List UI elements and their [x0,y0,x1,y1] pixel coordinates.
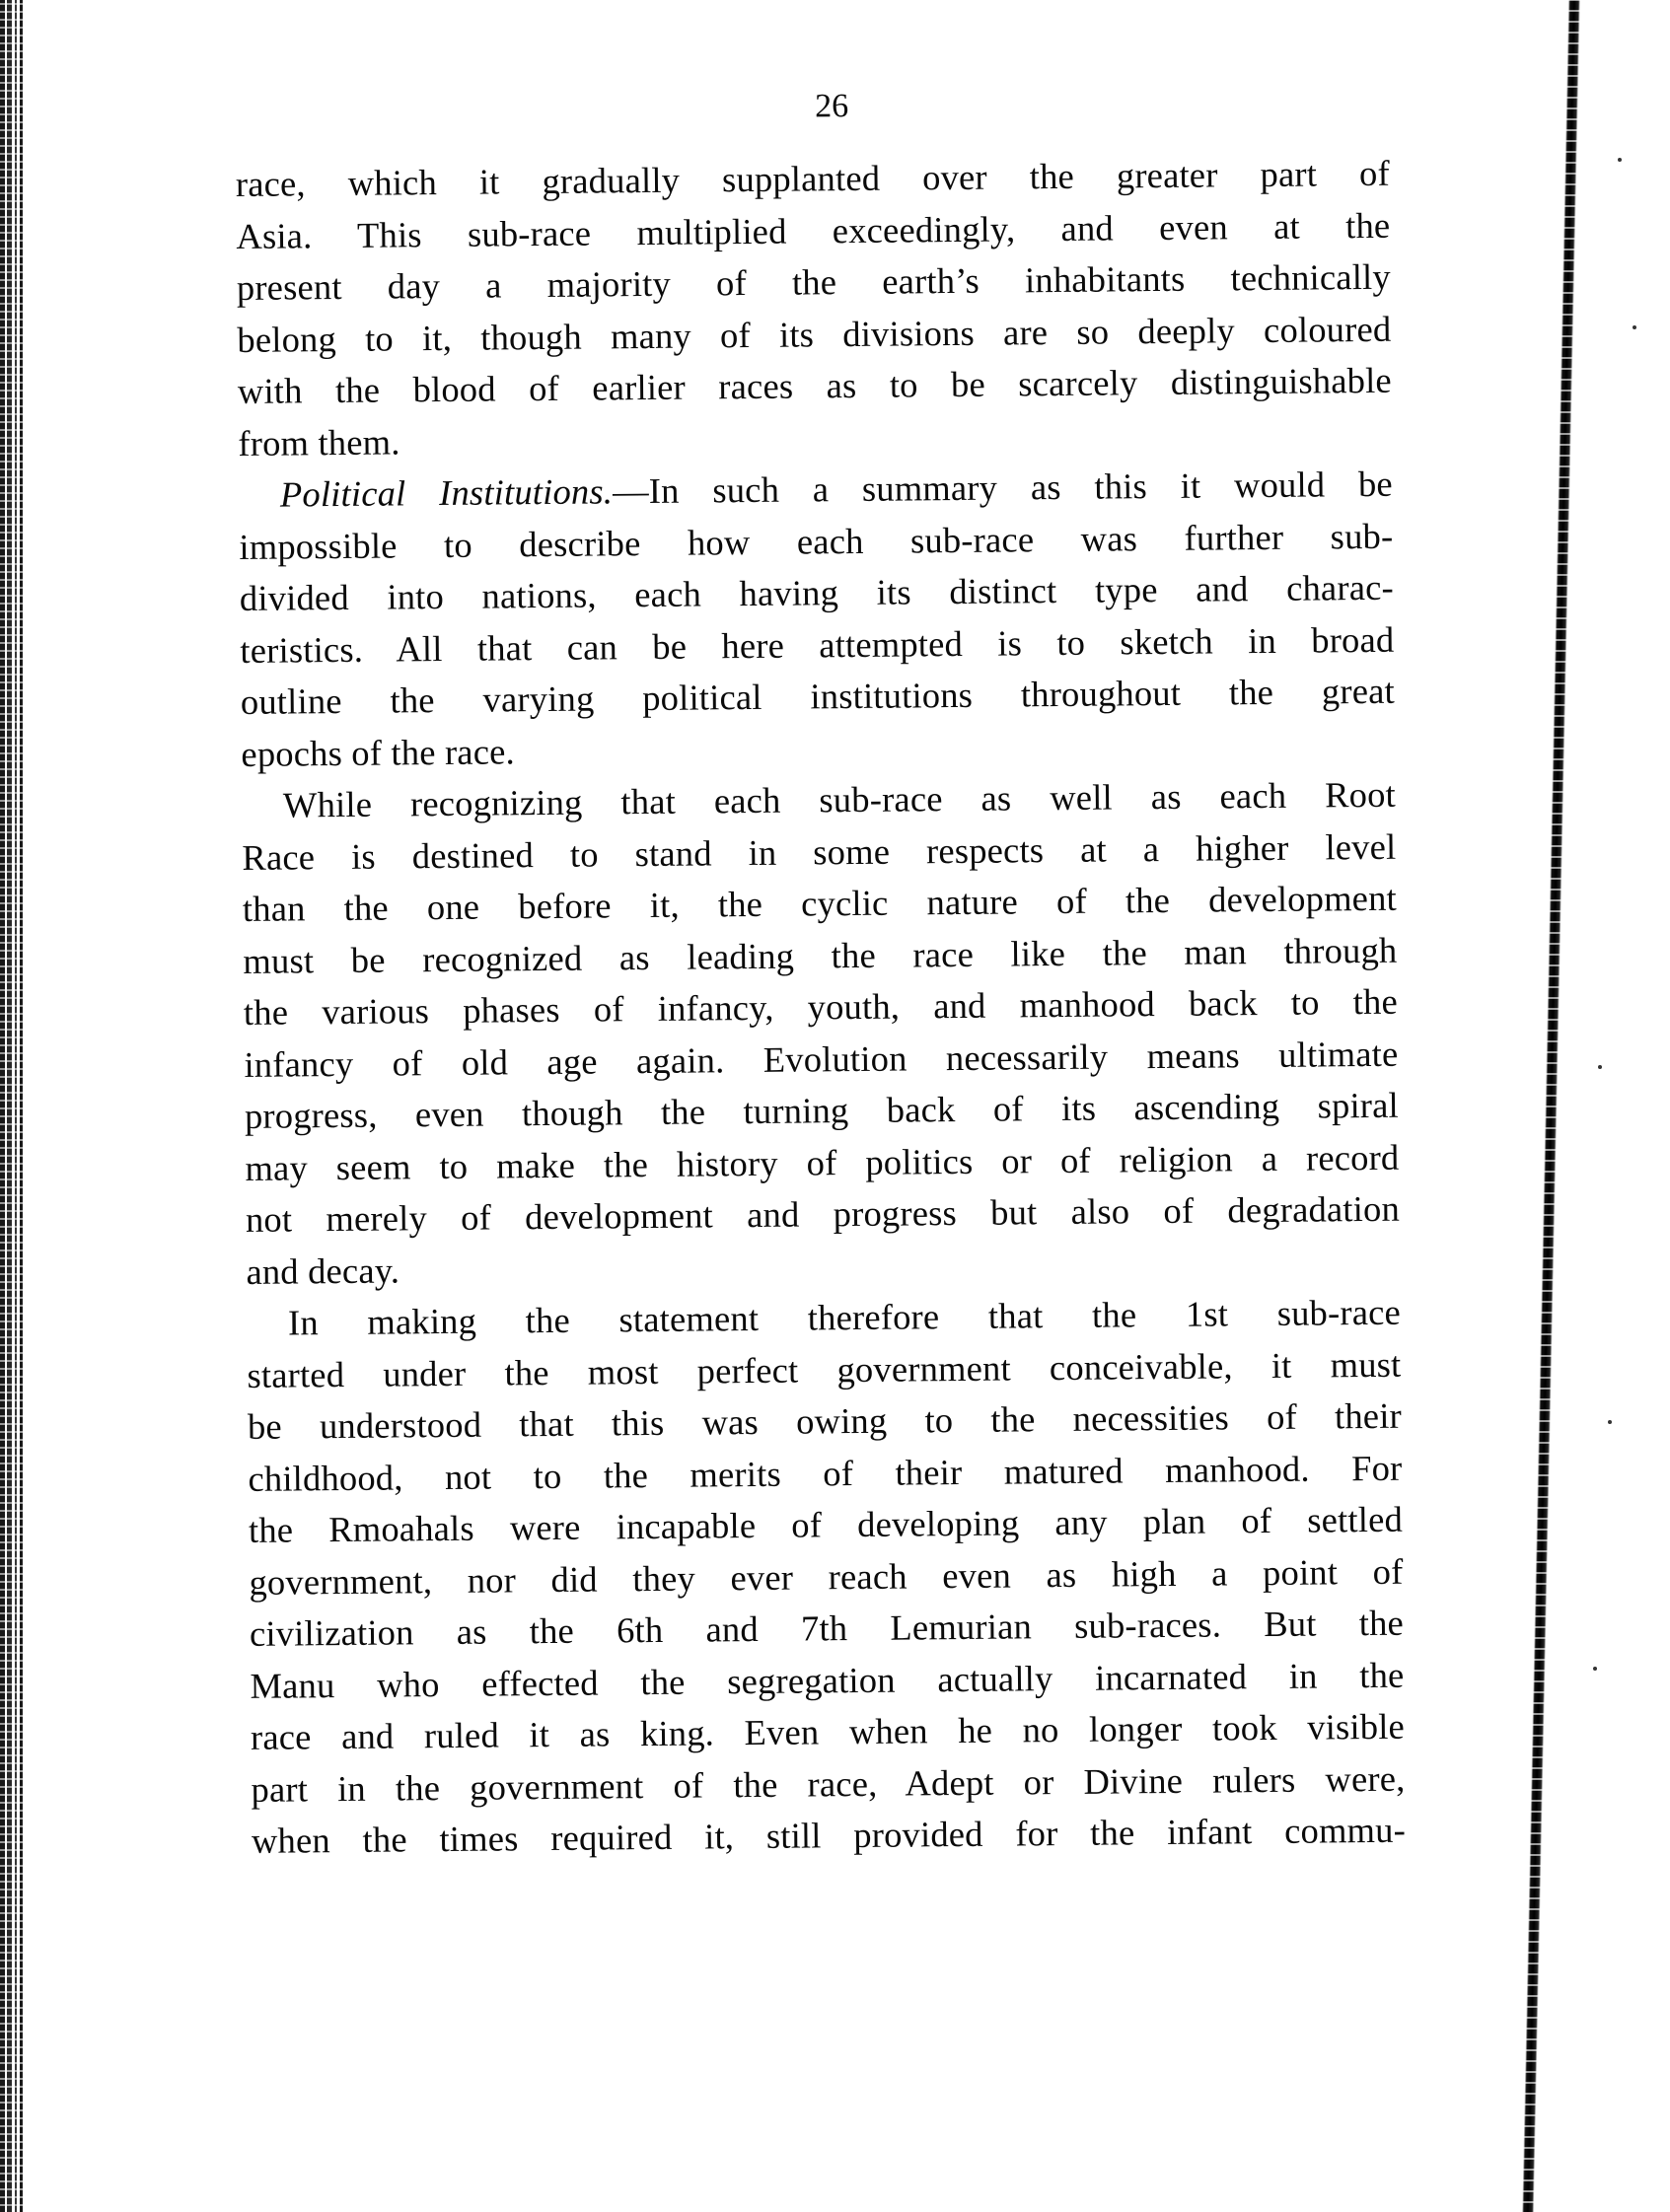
text-line: must be recognized as leading the race like the man through [243,929,1398,981]
text-line: with the blood of earlier races as to be scarcely distinguishable [237,359,1393,411]
text-line: civilization as the 6th and 7th Lemurian sub-races. But the [249,1602,1405,1654]
heading-continuation: —In such a summary as this it would be [612,463,1394,512]
text-line: impossible to describe how each sub-race was further sub- [239,515,1394,567]
text-line: belong to it, though many of its divisions are so deeply coloured [237,308,1392,360]
scan-speck [1608,1420,1612,1424]
text-line: started under the most perfect government conceivable, it must [247,1343,1402,1395]
text-line: when the times required it, still provided for the infant commu- [251,1809,1407,1861]
page-number: 26 [814,88,849,125]
text-line: divided into nations, each having its distinct type and charac- [239,566,1395,618]
text-line: not merely of development and progress but also of degradation [245,1187,1401,1240]
paragraph-1 [236,148,1393,469]
scan-speck [1633,325,1636,329]
text-line: race, which it gradually supplanted over the greater part of [235,152,1391,204]
text-line: Manu who effected the segregation actually incarnated in the [250,1654,1405,1706]
text-line: While recognizing that each sub-race as well as each Root [282,773,1397,825]
text-line: government, nor did they ever reach even as high a point of [249,1550,1404,1603]
text-line: Race is destined to stand in some respects at a higher level [242,825,1397,878]
text-line: race and ruled it as king. Even when he no longer took visible [250,1705,1406,1757]
paragraph-4 [247,1287,1406,1868]
paragraph-3 [242,769,1401,1298]
scan-page-edge-right [1522,0,1580,2212]
text-line: progress, even though the turning back of its ascending spiral [244,1084,1400,1136]
scan-speck [1593,1667,1597,1671]
text-line: childhood, not to the merits of their matured manhood. For [248,1447,1403,1499]
section-heading-italic: Political Institutions. [279,470,614,515]
text-line: the various phases of infancy, youth, and manhood back to the [243,980,1399,1033]
scan-speck [1618,158,1622,162]
text-line: part in the government of the race, Adept or Divine rulers were, [251,1757,1406,1810]
text-line: Asia. This sub-race multiplied exceedingly, and even at the [236,204,1391,256]
text-line: from them. [238,420,400,464]
text-line: present day a majority of the earth’s inhabitants technically [236,255,1392,308]
text-line: may seem to make the history of politics or of religion a record [245,1136,1400,1188]
book-page [235,83,1406,1868]
scan-speck [1598,1065,1602,1069]
text-line: epochs of the race. [241,730,516,774]
text-line: infancy of old age again. Evolution necessarily means ultimate [244,1033,1399,1085]
text-line: outline the varying political institutions throughout the great [240,670,1396,722]
text-line: be understood that this was owing to the necessities of their [247,1394,1403,1447]
text-line: and decay. [246,1249,400,1292]
scan-binding-edge-left [0,0,36,2212]
text-line: the Rmoahals were incapable of developing any plan of settled [248,1498,1404,1550]
text-line: teristics. All that can be here attempted is to sketch in broad [240,618,1395,671]
text-line: In making the statement therefore that the 1st sub-race [287,1291,1402,1343]
paragraph-political-institutions [239,459,1396,780]
text-line: than the one before it, the cyclic nature of the development [242,877,1398,929]
